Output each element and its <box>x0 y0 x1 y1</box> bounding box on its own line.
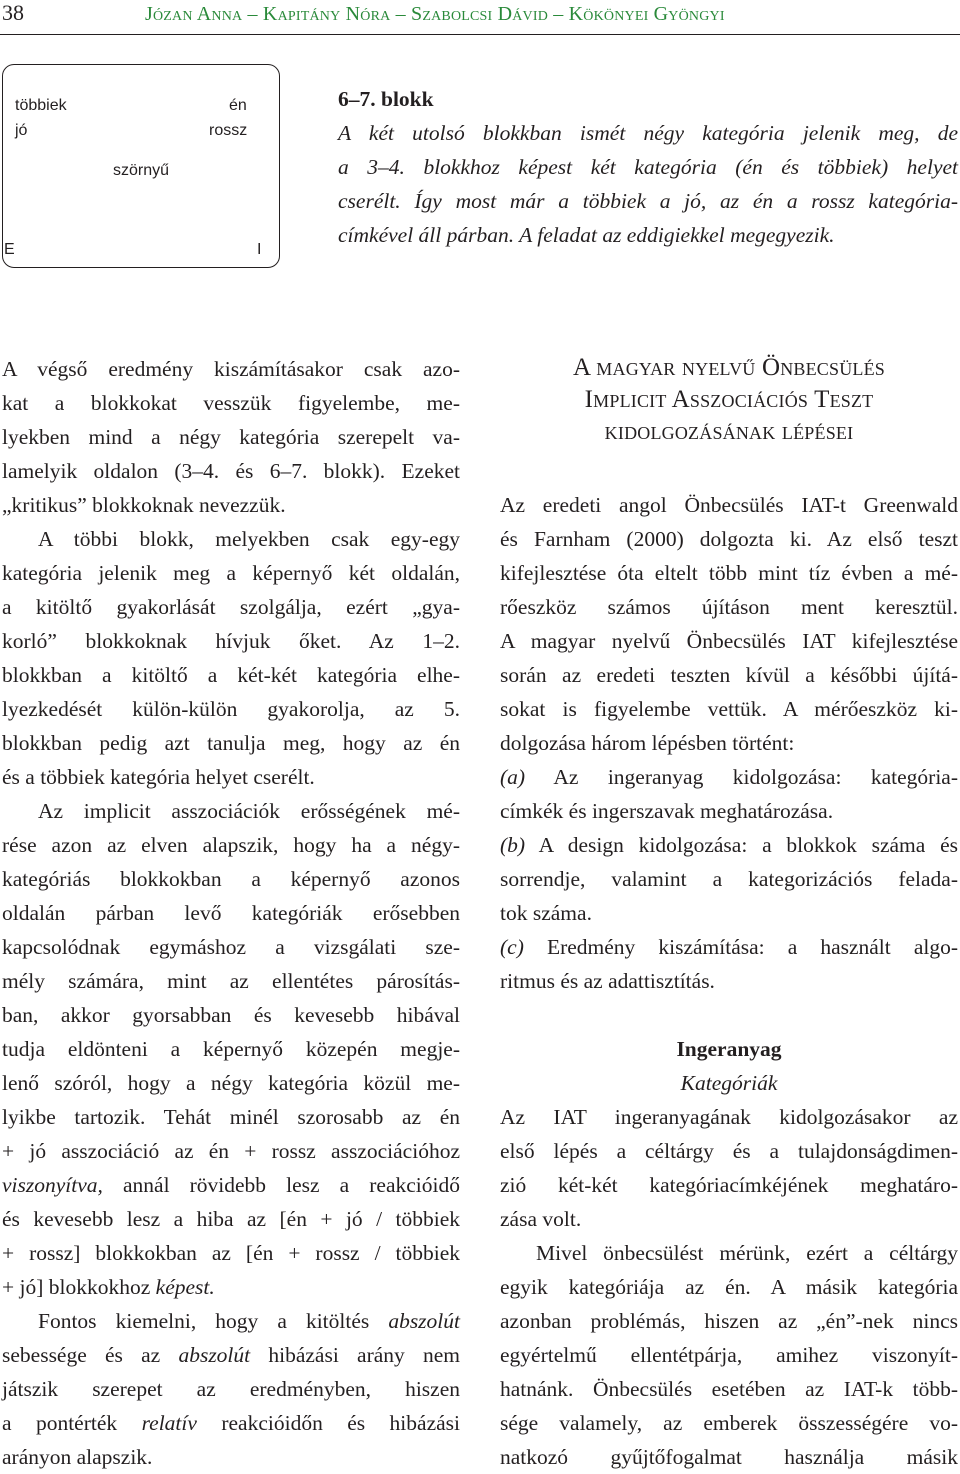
section-title-line: A magyar nyelvű Önbecsülés <box>572 354 886 381</box>
text-line: egyértelmű ellentétpárja, amihez viszonyít- <box>500 1343 958 1367</box>
list-label-b: (b) <box>500 833 526 857</box>
figure-label-jo: jó <box>15 122 28 139</box>
subheading-ingeranyag: Ingeranyag <box>676 1037 782 1061</box>
text-line: és kevesebb lesz a hiba az [én + jó / többiek <box>2 1207 460 1231</box>
block-6-7-description <box>338 82 958 252</box>
text-line: sokat is figyelembe vettük. A mérőeszköz ki- <box>500 697 958 721</box>
figure-label-en: én <box>229 97 247 114</box>
text-line: a kitöltő gyakorlását szolgálja, ezért „gya- <box>2 595 460 619</box>
text-line: lyezkedését külön-külön gyakorolja, az 5. <box>2 697 460 721</box>
spacer <box>500 998 958 1032</box>
text-line: során az eredeti teszten kívül a későbbi újítá- <box>500 663 958 687</box>
italic-term: képest. <box>155 1275 215 1299</box>
text-line: egyik kategóriája az én. A másik kategória <box>500 1275 958 1299</box>
text-line <box>2 1270 460 1304</box>
text-line: oldalán párban levő kategóriák erősebben <box>2 901 460 925</box>
text-line <box>500 930 958 964</box>
block-6-7-line: címkével áll párban. A feladat az eddigiekkel megegyezik. <box>338 223 835 247</box>
left-column-text <box>2 352 460 1474</box>
running-head-authors: Józan Anna – Kapitány Nóra – Szabolcsi Dávid – Kökönyei Gyöngyi <box>145 3 725 25</box>
section-title-line: kidolgozásának lépései <box>604 418 854 445</box>
page-header <box>0 0 960 34</box>
text-line: lyekben mind a négy kategória szerepelt va- <box>2 425 460 449</box>
text-line: Az implicit asszociációk erősségének mé- <box>38 799 460 823</box>
text-line: mély számára, mint az ellentétes párosítás- <box>2 969 460 993</box>
text-line: játszik szerepet az eredményben, hiszen <box>2 1377 460 1401</box>
text-line: + rossz] blokkokban az [én + rossz / többiek <box>2 1241 460 1265</box>
italic-term: abszolút <box>178 1343 251 1367</box>
text-line: tudja eldönteni a képernyő közepén megje- <box>2 1037 460 1061</box>
text-line: ban, akkor gyorsabban és kevesebb hibával <box>2 1003 460 1027</box>
figure-key-e: E <box>4 241 15 258</box>
text-fragment: Fontos kiemelni, hogy a kitöltés <box>38 1309 370 1333</box>
text-line: natkozó gyűjtőfogalmat használja másik <box>500 1445 958 1469</box>
text-fragment: a pontérték <box>2 1411 118 1435</box>
text-line: kapcsolódnak egymáshoz a vizsgálati sze- <box>2 935 460 959</box>
block-6-7-line: A két utolsó blokkban ismét négy kategória jelenik meg, de <box>338 121 958 145</box>
text-line: arányon alapszik. <box>2 1445 153 1469</box>
text-line: lenő szóról, hogy a négy kategória közül me- <box>2 1071 460 1095</box>
figure-stimulus-word: szörnyű <box>113 162 170 179</box>
text-fragment: hibázási arány nem <box>268 1343 461 1367</box>
text-fragment: Eredmény kiszámítása: a használt algo- <box>546 935 958 959</box>
text-line: + jó asszociáció az én + rossz asszociációhoz <box>2 1139 460 1163</box>
list-label-c: (c) <box>500 935 524 959</box>
text-line: korló” blokkoknak hívjuk őket. Az 1–2. <box>2 629 460 653</box>
text-line: azonban problémás, hiszen az „én”-nek nincs <box>500 1309 958 1333</box>
italic-term: abszolút <box>388 1309 460 1333</box>
right-column-text <box>500 488 958 1474</box>
text-line: első lépés a céltárgy és a tulajdonságdimen- <box>500 1139 958 1163</box>
text-line <box>2 1406 460 1440</box>
text-fragment: A design kidolgozása: a blokkok száma és <box>538 833 958 857</box>
text-line: Mivel önbecsülést mérünk, ezért a céltárgy <box>536 1241 958 1265</box>
text-fragment: reakcióidőn és hibázási <box>221 1411 460 1435</box>
block-6-7-line: a 3–4. blokkhoz képest két kategória (én és többiek) helyet <box>338 155 958 179</box>
text-line <box>500 760 958 794</box>
figure-label-tobbiek: többiek <box>15 97 67 114</box>
text-line: rőeszköz számos újításon ment keresztül. <box>500 595 958 619</box>
section-title-line: Implicit Asszociációs Teszt <box>584 386 874 413</box>
text-line <box>500 828 958 862</box>
text-line <box>2 1168 460 1202</box>
text-line: A magyar nyelvű Önbecsülés IAT kifejlesztése <box>500 629 958 653</box>
italic-term: relatív <box>141 1411 197 1435</box>
text-line: kat a blokkokat vesszük figyelembe, me- <box>2 391 460 415</box>
text-fragment: annál rövidebb lesz a reakcióidő <box>123 1173 460 1197</box>
text-line: és Farnham (2000) dolgozta ki. Az első teszt <box>500 527 958 551</box>
text-line: sorrendje, valamint a kategorizációs felada- <box>500 867 958 891</box>
text-line: „kritikus” blokkoknak nevezzük. <box>2 493 286 517</box>
text-fragment: sebessége és az <box>2 1343 161 1367</box>
header-rule <box>0 34 960 35</box>
text-line: Az IAT ingeranyagának kidolgozásakor az <box>500 1105 958 1129</box>
text-fragment: Az ingeranyag kidolgozása: kategória- <box>553 765 958 789</box>
text-line: kifejlesztése óta eltelt több mint tíz évben a mé- <box>500 561 958 585</box>
text-line: dolgozása három lépésben történt: <box>500 731 795 755</box>
text-line: zió két-két kategóriacímkéjének meghatáro- <box>500 1173 958 1197</box>
subheading-kategoriak: Kategóriák <box>680 1071 778 1095</box>
text-line: ritmus és az adattisztítás. <box>500 969 715 993</box>
text-line: és a többiek kategória helyet cserélt. <box>2 765 315 789</box>
text-line: kategória jelenik meg a képernyő két oldalán, <box>2 561 460 585</box>
text-line: sége valamely, az emberek összességére vo- <box>500 1411 958 1435</box>
text-line: Az eredeti angol Önbecsülés IAT-t Greenwald <box>500 493 958 517</box>
figure-key-i: I <box>257 241 262 258</box>
text-line: zása volt. <box>500 1207 582 1231</box>
text-line: tok száma. <box>500 901 592 925</box>
text-line: A végső eredmény kiszámításakor csak azo- <box>2 357 460 381</box>
text-line <box>2 1304 460 1338</box>
text-line: címkék és ingerszavak meghatározása. <box>500 799 834 823</box>
list-label-a: (a) <box>500 765 526 789</box>
block-6-7-heading: 6–7. blokk <box>338 87 434 111</box>
text-line: blokkban pedig azt tanulja meg, hogy az én <box>2 731 460 755</box>
text-line: kategóriás blokkokban a képernyő azonos <box>2 867 460 891</box>
text-line: A többi blokk, melyekben csak egy-egy <box>38 527 460 551</box>
text-line: blokkban a kitöltő a két-két kategória elhe- <box>2 663 460 687</box>
block-6-7-line: cserélt. Így most már a többiek a jó, az én a rossz kategória- <box>338 189 958 213</box>
text-line: rése azon az elven alapszik, hogy ha a négy- <box>2 833 460 857</box>
section-title <box>500 352 958 448</box>
text-line <box>2 1338 460 1372</box>
italic-term: viszonyítva, <box>2 1173 103 1197</box>
text-line: lamelyik oldalon (3–4. és 6–7. blokk). Ezeket <box>2 459 460 483</box>
page-number: 38 <box>2 0 24 25</box>
text-line: lyikbe tartozik. Tehát minél szorosabb az én <box>2 1105 460 1129</box>
text-fragment: + jó] blokkokhoz <box>2 1275 151 1299</box>
figure-label-rossz: rossz <box>209 122 248 139</box>
text-line: hatnánk. Önbecsülés esetében az IAT-k több- <box>500 1377 958 1401</box>
iat-screen-figure <box>2 64 280 268</box>
